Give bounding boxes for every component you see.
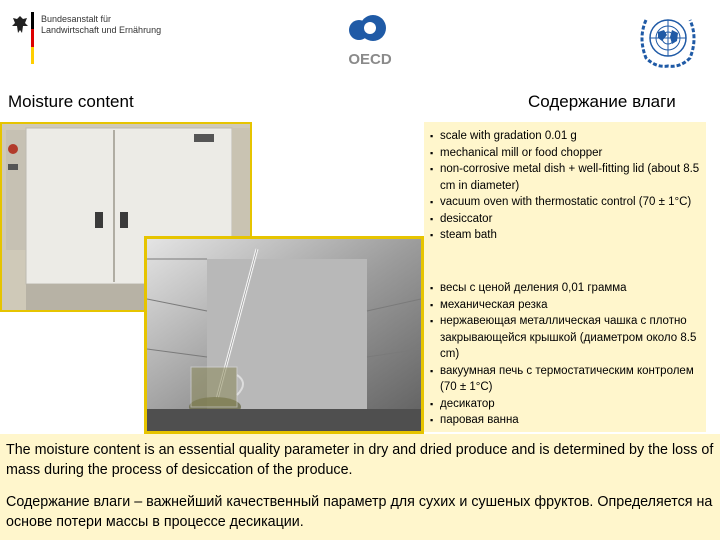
equipment-list-english: [430, 128, 704, 244]
equipment-list-russian: [430, 280, 704, 429]
description-english: The moisture content is an essential quality parameter in dry and dried produce and is determined by the loss of mass during the process of desiccation of the produce.: [6, 442, 714, 478]
list-item: ▪ механическая резка: [430, 297, 704, 314]
list-item: ▪ vacuum oven with thermostatic control (70 ± 1°C): [430, 194, 704, 211]
list-item: ▪ весы с ценой деления 0,01 грамма: [430, 280, 704, 297]
federal-eagle-icon: [10, 14, 30, 36]
bmel-logo: [4, 4, 194, 70]
description-russian: Содержание влаги – важнейший качественный параметр для сухих и сушеных фруктов. Определяется на основе потери массы в процессе десикации.: [6, 494, 713, 530]
list-item: ▪ нержавеющая металлическая чашка с плотно закрывающейся крышкой (диаметром около 8.5 cm): [430, 313, 704, 363]
ministry-name: [41, 14, 191, 36]
list-item: ▪ desiccator: [430, 211, 704, 228]
german-flag-stripe: [31, 12, 34, 64]
title-english: Moisture content: [8, 92, 134, 111]
oecd-circles-icon: [349, 15, 386, 41]
list-item: ▪ вакуумная печь с термостатическим контролем (70 ± 1°C): [430, 363, 704, 396]
list-item: ▪ mechanical mill or food chopper: [430, 145, 704, 162]
list-item: ▪ десикатор: [430, 396, 704, 413]
list-item: ▪ паровая ванна: [430, 412, 704, 429]
title-russian: Содержание влаги: [528, 92, 676, 111]
oven-chamber-photo: [144, 236, 424, 434]
united-nations-emblem-icon: [632, 8, 704, 72]
list-item: ▪ steam bath: [430, 227, 704, 244]
equipment-box: [424, 122, 706, 432]
ministry-name-line1: Bundesanstalt für: [41, 14, 112, 24]
list-item: ▪ non-corrosive metal dish + well-fitting lid (about 8.5 cm in diameter): [430, 161, 704, 194]
oecd-logo-text: OECD: [348, 51, 392, 68]
description-box: [0, 434, 720, 540]
ministry-name-line2: Landwirtschaft und Ernährung: [41, 25, 162, 35]
oecd-logo: [340, 10, 400, 70]
list-item: ▪ scale with gradation 0.01 g: [430, 128, 704, 145]
